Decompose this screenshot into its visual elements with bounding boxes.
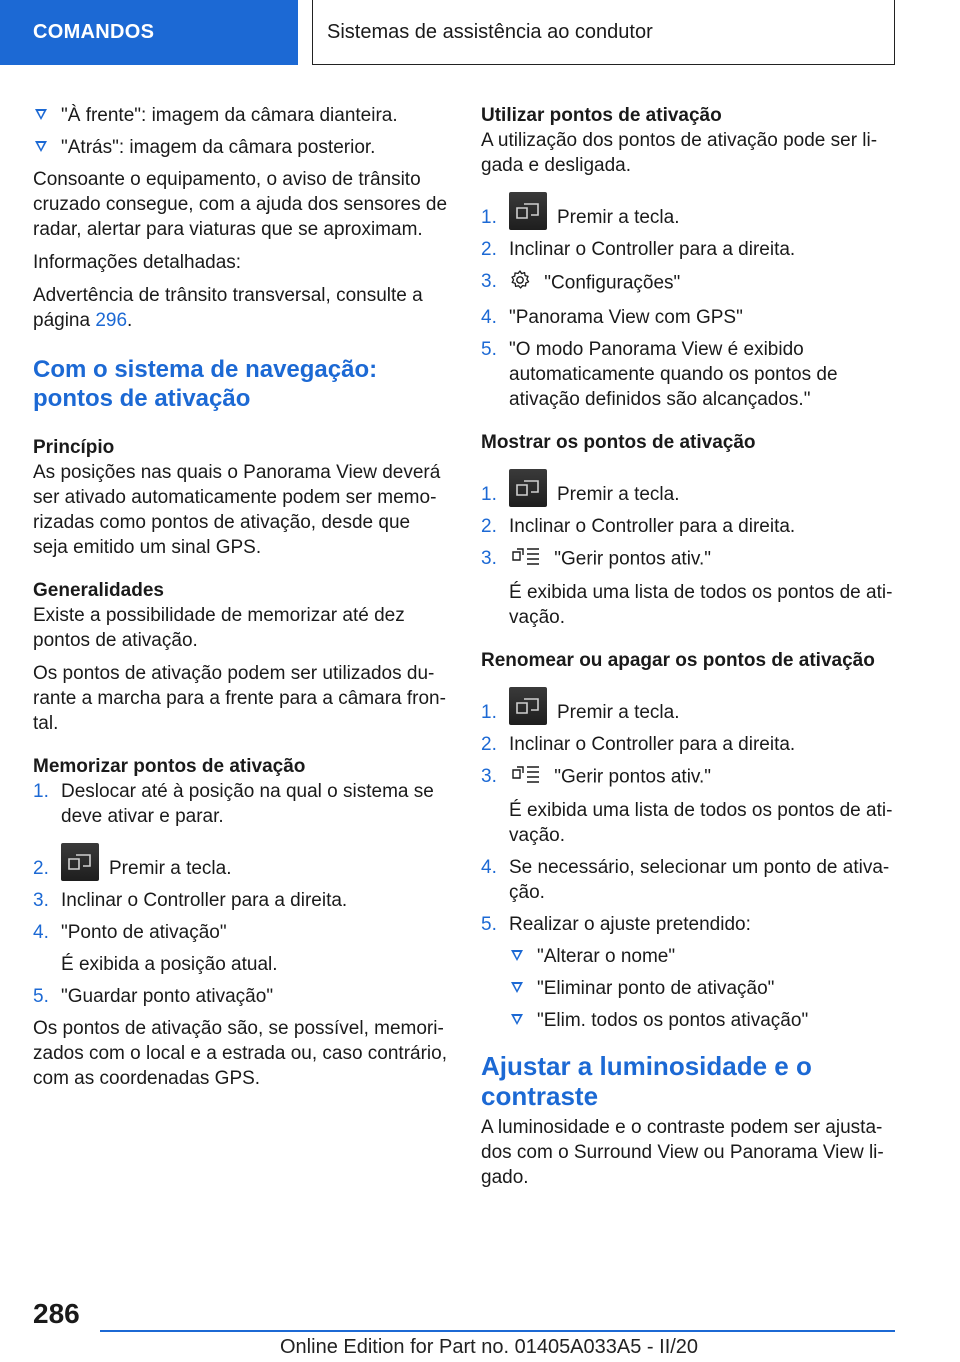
page-header-title: Sistemas de assistência ao condutor <box>312 0 895 65</box>
page-link[interactable]: 296 <box>95 310 128 331</box>
camera-key-icon <box>509 687 547 725</box>
step-item: 2. Inclinar o Controller para a direita. <box>481 516 796 537</box>
subheading: Princípio <box>33 437 115 458</box>
bullet-triangle-icon <box>511 982 523 993</box>
list-item: "Elim. todos os pontos ativação" <box>509 1008 899 1033</box>
list-icon <box>509 764 541 791</box>
paragraph: Advertência de trânsito transversal, consulte a página 296. <box>33 285 423 331</box>
camera-key-icon <box>61 843 99 881</box>
bullet-triangle-icon <box>35 109 47 120</box>
paragraph: A luminosidade e o contraste podem ser ajustados com o Surround View ou Panorama View ligado. <box>481 1117 884 1188</box>
step-note: É exibida uma lista de todos os pontos de ativação. <box>509 800 893 846</box>
bullet-triangle-icon <box>511 1014 523 1025</box>
footer-edition: Online Edition for Part no. 01405A033A5 - II/20 <box>280 1336 699 1358</box>
section-heading: Com o sistema de navegação: pontos de ativação <box>33 356 378 412</box>
step-item: 2. Premir a tecla. <box>33 843 448 881</box>
step-item: 1. Deslocar até à posição na qual o sistema se deve ativar e parar. <box>33 781 434 827</box>
bullet-triangle-icon <box>511 950 523 961</box>
subheading: Generalidades <box>33 580 164 601</box>
paragraph: As posições nas quais o Panorama View deverá ser ativado automaticamente podem ser memorizadas como pontos de ativação, desde que seja emitido um sinal GPS. <box>33 462 441 558</box>
paragraph: Informações detalhadas: <box>33 252 242 273</box>
step-item: 4. "Panorama View com GPS" <box>481 307 743 328</box>
bullet-triangle-icon <box>35 141 47 152</box>
step-item: 5. Realizar o ajuste pretendido: <box>481 914 751 935</box>
step-item: 3. "Gerir pontos ativ." <box>481 764 899 791</box>
paragraph: Consoante o equipamento, o aviso de trânsito cruzado consegue, com a ajuda dos sensores de radar, alertar para viaturas que se aproximam. <box>33 169 448 240</box>
step-note: É exibida a posição atual. <box>61 954 278 975</box>
step-item: 3. "Gerir pontos ativ." <box>481 546 899 573</box>
right-column <box>481 103 899 1198</box>
step-item: 1. Premir a tecla. <box>481 469 899 507</box>
list-item: "Alterar o nome" <box>509 944 899 969</box>
subheading: Renomear ou apagar os pontos de ativação <box>481 650 875 671</box>
page-number: 286 <box>33 1298 80 1329</box>
subheading: Utilizar pontos de ativação <box>481 105 722 126</box>
list-item: "Atrás": imagem da câmara posterior. <box>33 135 448 160</box>
subheading: Mostrar os pontos de ativação <box>481 432 756 453</box>
list-item: "À frente": imagem da câmara dianteira. <box>33 103 448 128</box>
left-column <box>33 103 448 1099</box>
step-item: 5. "O modo Panorama View é exibido automaticamente quando os pontos de ativação definidos são alcançados." <box>481 339 838 410</box>
list-item: "Eliminar ponto de ativação" <box>509 976 899 1001</box>
step-item: 3. "Configurações" <box>481 269 899 298</box>
paragraph: Existe a possibilidade de memorizar até dez pontos de ativação. <box>33 605 405 651</box>
step-item: 3. Inclinar o Controller para a direita. <box>33 890 348 911</box>
step-item: 4. "Ponto de ativação" <box>33 922 227 943</box>
step-item: 4. Se necessário, selecionar um ponto de ativação. <box>481 857 890 903</box>
section-tab: COMANDOS <box>0 0 298 65</box>
section-heading: Ajustar a luminosidade e o contraste <box>481 1051 812 1111</box>
step-item: 1. Premir a tecla. <box>481 192 899 230</box>
step-item: 2. Inclinar o Controller para a direita. <box>481 734 796 755</box>
camera-key-icon <box>509 469 547 507</box>
gear-icon <box>509 269 531 298</box>
step-item: 1. Premir a tecla. <box>481 687 899 725</box>
paragraph: A utilização dos pontos de ativação pode ser ligada e desligada. <box>481 130 878 176</box>
paragraph: Os pontos de ativação podem ser utilizados durante a marcha para a frente para a câmara frontal. <box>33 663 446 734</box>
subheading: Memorizar pontos de ativação <box>33 756 306 777</box>
step-item: 5. "Guardar ponto ativação" <box>33 986 274 1007</box>
paragraph: Os pontos de ativação são, se possível, memorizados com o local e a estrada ou, caso contrário, com as coordenadas GPS. <box>33 1018 448 1089</box>
step-item: 2. Inclinar o Controller para a direita. <box>481 239 796 260</box>
step-note: É exibida uma lista de todos os pontos de ativação. <box>509 582 893 628</box>
camera-key-icon <box>509 192 547 230</box>
list-icon <box>509 546 541 573</box>
